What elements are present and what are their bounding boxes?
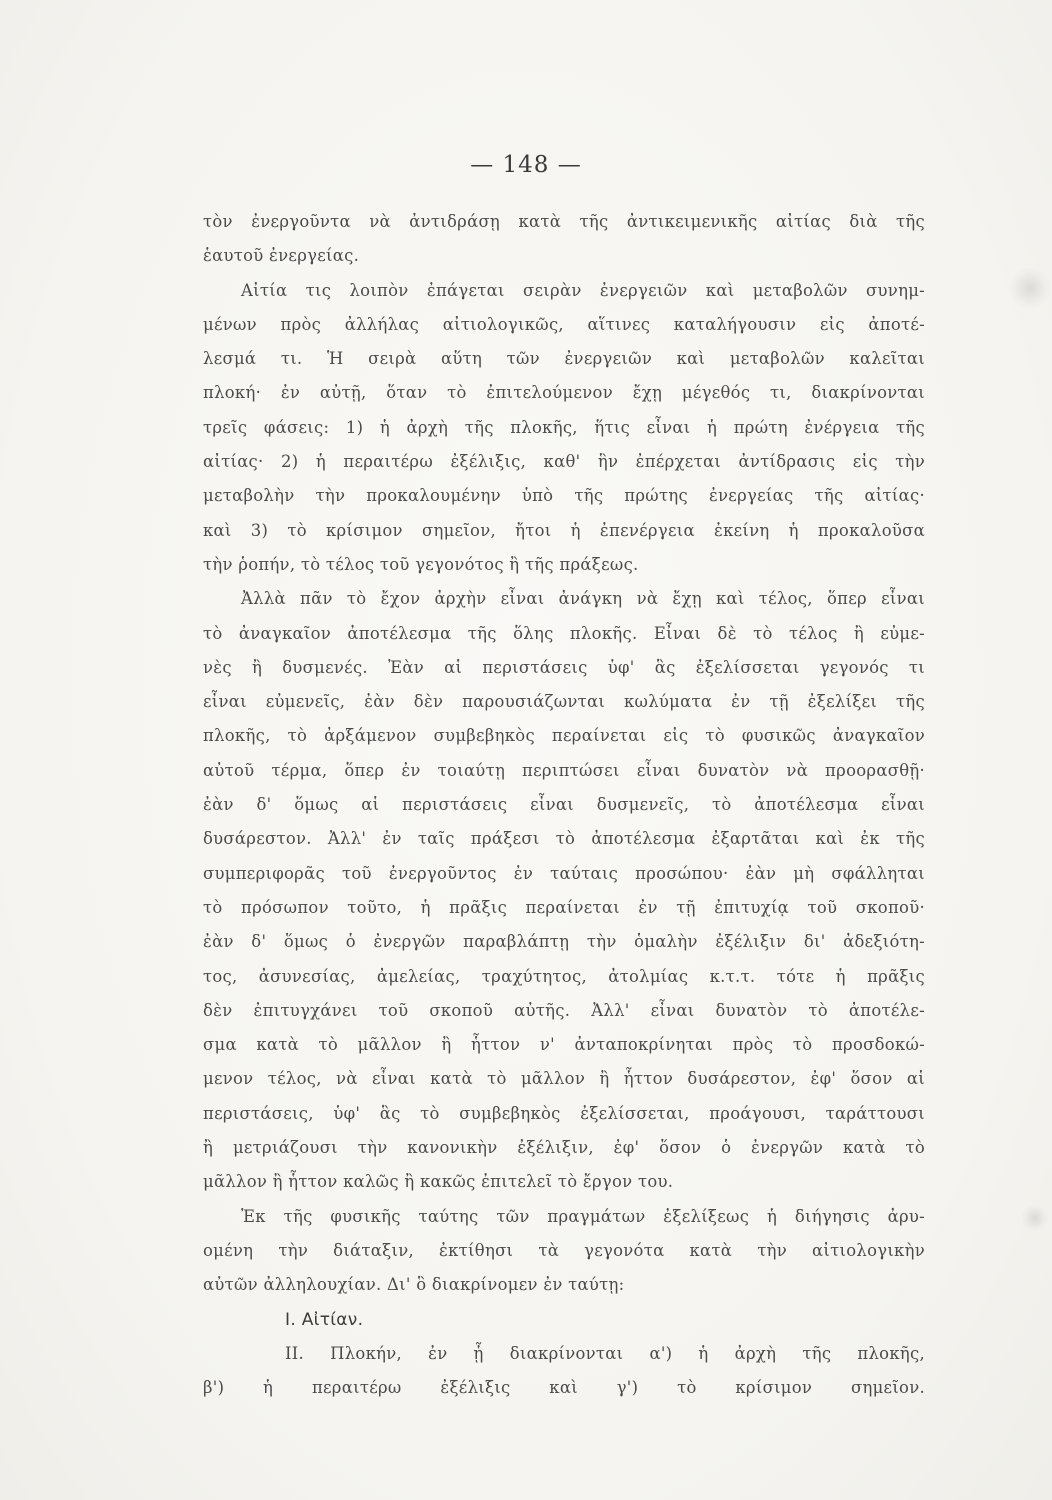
text-line: αἰτίας· 2) ἡ περαιτέρω ἐξέλιξις, καθ' ἣν ἐπέρχεται ἀντίδρασις εἰς τὴν — [203, 452, 925, 472]
text-line: ἐὰν δ' ὅμως ὁ ἐνεργῶν παραβλάπτῃ τὴν ὁμαλὴν ἐξέλιξιν δι' ἀδεξιότη- — [203, 932, 925, 952]
text-line: αὐτοῦ τέρμα, ὅπερ ἐν τοιαύτῃ περιπτώσει εἶναι δυνατὸν νὰ προορασθῇ· — [203, 760, 925, 780]
body-text — [203, 205, 925, 1405]
text-line: τὸ πρόσωπον τοῦτο, ἡ πρᾶξις περαίνεται ἐν τῇ ἐπιτυχίᾳ τοῦ σκοποῦ· — [203, 897, 925, 917]
text-line: μενον τέλος, νὰ εἶναι κατὰ τὸ μᾶλλον ἢ ἧττον δυσάρεστον, ἐφ' ὅσον αἱ — [203, 1069, 925, 1089]
text-line: συμπεριφορᾶς τοῦ ἐνεργοῦντος ἐν ταύταις προσώπου· ἐὰν μὴ σφάλληται — [203, 863, 925, 883]
text-line: μᾶλλον ἢ ἧττον καλῶς ἢ κακῶς ἐπιτελεῖ τὸ ἔργον του. — [203, 1172, 674, 1192]
text-line: εἶναι εὐμενεῖς, ἐὰν δὲν παρουσιάζωνται κωλύματα ἐν τῇ ἐξελίξει τῆς — [203, 692, 925, 712]
page-number: — 148 — — [470, 152, 582, 178]
text-line: δυσάρεστον. Ἀλλ' ἐν ταῖς πράξεσι τὸ ἀποτέλεσμα ἐξαρτᾶται καὶ ἐκ τῆς — [203, 829, 925, 849]
text-line: Ἐκ τῆς φυσικῆς ταύτης τῶν πραγμάτων ἐξελίξεως ἡ διήγησις ἀρυ- — [241, 1206, 925, 1226]
text-line: δὲν ἐπιτυγχάνει τοῦ σκοποῦ αὐτῆς. Ἀλλ' εἶναι δυνατὸν τὸ ἀποτέλε- — [203, 1000, 925, 1020]
text-line: σμα κατὰ τὸ μᾶλλον ἢ ἧττον ν' ἀνταποκρίνηται πρὸς τὸ προσδοκώ- — [203, 1035, 925, 1055]
text-line: πλοκή· ἐν αὐτῇ, ὅταν τὸ ἐπιτελούμενον ἔχῃ μέγεθός τι, διακρίνονται — [203, 383, 925, 403]
text-line: τὴν ῥοπήν, τὸ τέλος τοῦ γεγονότος ἢ τῆς πράξεως. — [203, 554, 639, 574]
text-line: νὲς ἢ δυσμενές. Ἐὰν αἱ περιστάσεις ὑφ' ἃς ἐξελίσσεται γεγονός τι — [203, 657, 925, 677]
text-line: μεταβολὴν τὴν προκαλουμένην ὑπὸ τῆς πρώτης ἐνεργείας τῆς αἰτίας· — [203, 486, 925, 506]
text-line: β') ἡ περαιτέρω ἐξέλιξις καὶ γ') τὸ κρίσιμον σημεῖον. — [203, 1378, 925, 1398]
text-line: ομένη τὴν διάταξιν, ἐκτίθησι τὰ γεγονότα κατὰ τὴν αἰτιολογικὴν — [203, 1240, 925, 1260]
text-line: τὸν ἐνεργοῦντα νὰ ἀντιδράσῃ κατὰ τῆς ἀντικειμενικῆς αἰτίας διὰ τῆς — [203, 212, 925, 231]
paper-stain — [1010, 268, 1050, 308]
text-line: Αἰτία τις λοιπὸν ἐπάγεται σειρὰν ἐνεργειῶν καὶ μεταβολῶν συνημ- — [241, 280, 925, 300]
list-heading-cause: I. Αἰτίαν. — [285, 1309, 364, 1330]
text-line: Ἀλλὰ πᾶν τὸ ἔχον ἀρχὴν εἶναι ἀνάγκη νὰ ἔχῃ καὶ τέλος, ὅπερ εἶναι — [241, 589, 925, 609]
list-heading-plot: II. Πλοκήν, ἐν ᾗ διακρίνονται α') ἡ ἀρχὴ τῆς πλοκῆς, — [285, 1343, 925, 1363]
text-line: ἐὰν δ' ὅμως αἱ περιστάσεις εἶναι δυσμενεῖς, τὸ ἀποτέλεσμα εἶναι — [203, 795, 925, 815]
text-line: λεσμά τι. Ἡ σειρὰ αὕτη τῶν ἐνεργειῶν καὶ μεταβολῶν καλεῖται — [203, 349, 925, 369]
text-line: αὐτῶν ἀλληλουχίαν. Δι' ὃ διακρίνομεν ἐν ταύτῃ: — [203, 1275, 625, 1295]
text-line: τὸ ἀναγκαῖον ἀποτέλεσμα τῆς ὅλης πλοκῆς. Εἶναι δὲ τὸ τέλος ἢ εὐμε- — [203, 623, 925, 643]
text-line: μένων πρὸς ἀλλήλας αἰτιολογικῶς, αἵτινες καταλήγουσιν εἰς ἀποτέ- — [203, 314, 925, 334]
text-line: τρεῖς φάσεις: 1) ἡ ἀρχὴ τῆς πλοκῆς, ἥτις εἶναι ἡ πρώτη ἐνέργεια τῆς — [203, 417, 925, 437]
text-line: ἑαυτοῦ ἐνεργείας. — [203, 246, 360, 266]
text-line: καὶ 3) τὸ κρίσιμον σημεῖον, ἤτοι ἡ ἐπενέργεια ἐκείνη ἡ προκαλοῦσα — [203, 520, 925, 540]
text-line: ἢ μετριάζουσι τὴν κανονικὴν ἐξέλιξιν, ἐφ' ὅσον ὁ ἐνεργῶν κατὰ τὸ — [203, 1138, 925, 1158]
text-line: πλοκῆς, τὸ ἀρξάμενον συμβεβηκὸς περαίνεται εἰς τὸ φυσικῶς ἀναγκαῖον — [203, 726, 925, 746]
paper-stain — [1022, 1205, 1048, 1231]
text-line: περιστάσεις, ὑφ' ἃς τὸ συμβεβηκὸς ἐξελίσσεται, προάγουσι, ταράττουσι — [203, 1103, 925, 1123]
text-line: τος, ἀσυνεσίας, ἀμελείας, τραχύτητος, ἀτολμίας κ.τ.τ. τότε ἡ πρᾶξις — [203, 966, 925, 986]
